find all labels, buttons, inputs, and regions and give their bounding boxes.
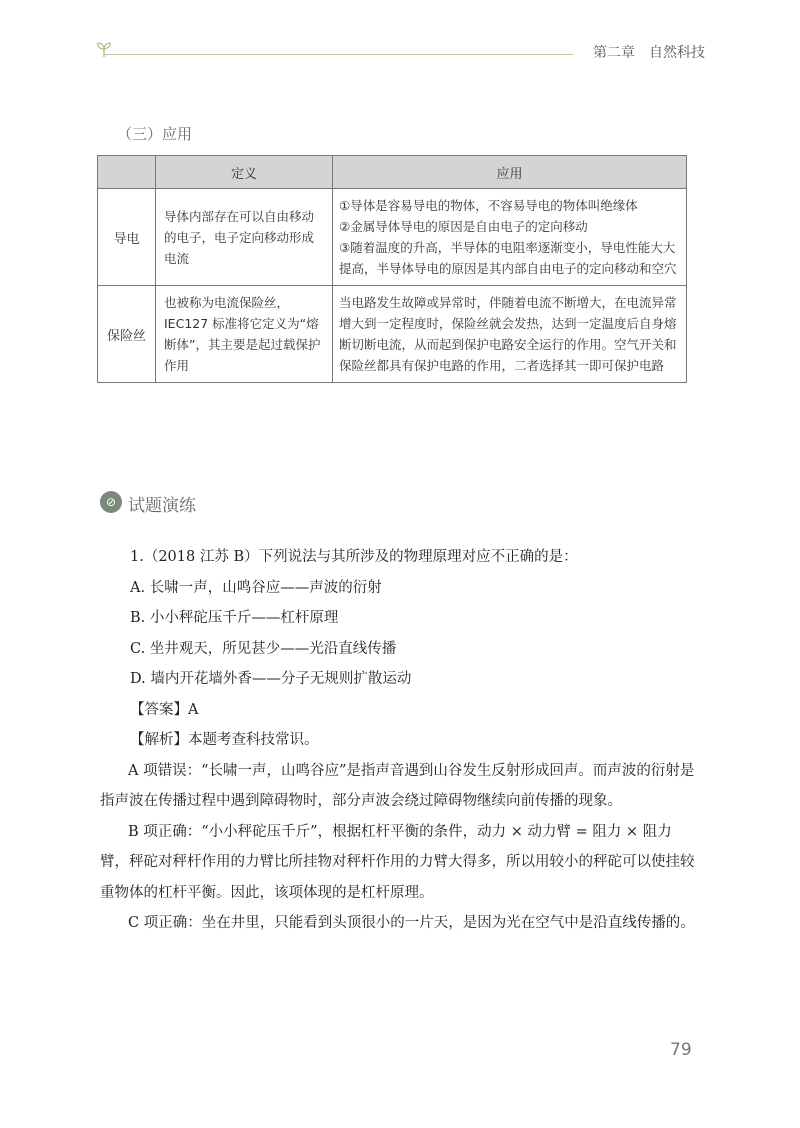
- chapter-title: 第二章 自然科技: [593, 45, 705, 61]
- practice-icon: ⊘: [100, 491, 122, 513]
- analysis-intro: 【解析】本题考查科技常识。: [130, 732, 319, 748]
- table-row: [98, 286, 687, 383]
- application-item: ①导体是容易导电的物体，不容易导电的物体叫绝缘体: [339, 198, 638, 213]
- page-header: [95, 36, 705, 66]
- section-title: （三）应用: [117, 125, 193, 143]
- row-definition: 导体内部存在可以自由移动的电子，电子定向移动形成电流: [156, 189, 333, 286]
- question-stem: 1.（2018 江苏 B）下列说法与其所涉及的物理原理对应不正确的是：: [130, 549, 578, 565]
- table-row: [98, 189, 687, 286]
- analysis-paragraph: B 项正确：“小小秤砣压千斤”，根据杠杆平衡的条件，动力 × 动力臂 = 阻力 × 阻力臂，秤砣对秤杆作用的力臂比所挂物对秤杆作用的力臂大得多，所以用较小的秤砣可以使挂较重物体的杠杆平衡。因此，该项体现的是杠杆原理。: [100, 823, 695, 901]
- table-header-cell: [98, 156, 156, 189]
- page-number: 79: [670, 1040, 692, 1060]
- header-rule: [103, 54, 573, 55]
- application-item: ②金属导体导电的原因是自由电子的定向移动: [339, 219, 588, 234]
- row-applications: [333, 189, 687, 286]
- table-header-cell: 应用: [333, 156, 687, 189]
- table-header-row: [98, 156, 687, 189]
- option-c: C. 坐井观天，所见甚少——光沿直线传播: [130, 640, 397, 657]
- practice-title: 试题演练: [128, 496, 196, 516]
- table-header-cell: 定义: [156, 156, 333, 189]
- row-definition: 也被称为电流保险丝，IEC127 标准将它定义为“熔断体”，其主要是起过载保护作用: [156, 286, 333, 383]
- option-d: D. 墙内开花墙外香——分子无规则扩散运动: [130, 671, 412, 687]
- application-item: 当电路发生故障或异常时，伴随着电流不断增大，在电流异常增大到一定程度时，保险丝就会发热，达到一定温度后自身熔断切断电流，从而起到保护电路安全运行的作用。空气开关和保险丝都具有保护电路的作用，二者选择其一即可保护电路: [339, 295, 677, 373]
- row-name: 保险丝: [98, 286, 156, 383]
- answer: 【答案】A: [130, 701, 199, 718]
- option-a: A. 长啸一声，山鸣谷应——声波的衍射: [130, 579, 382, 596]
- application-item: ③随着温度的升高，半导体的电阻率逐渐变小，导电性能大大提高，半导体导电的原因是其内部自由电子的定向移动和空穴: [339, 240, 677, 276]
- analysis-paragraph: C 项正确：坐在井里，只能看到头顶很小的一片天，是因为光在空气中是沿直线传播的。: [128, 915, 695, 931]
- application-table: [97, 155, 687, 383]
- analysis-paragraph: A 项错误：“长啸一声，山鸣谷应”是指声音遇到山谷发生反射形成回声。而声波的衍射是指声波在传播过程中遇到障碍物时，部分声波会绕过障碍物继续向前传播的现象。: [100, 762, 695, 809]
- option-b: B. 小小秤砣压千斤——杠杆原理: [130, 610, 339, 626]
- question-block: [100, 542, 700, 939]
- row-name: 导电: [98, 189, 156, 286]
- sprout-icon: [95, 40, 113, 58]
- row-applications: [333, 286, 687, 383]
